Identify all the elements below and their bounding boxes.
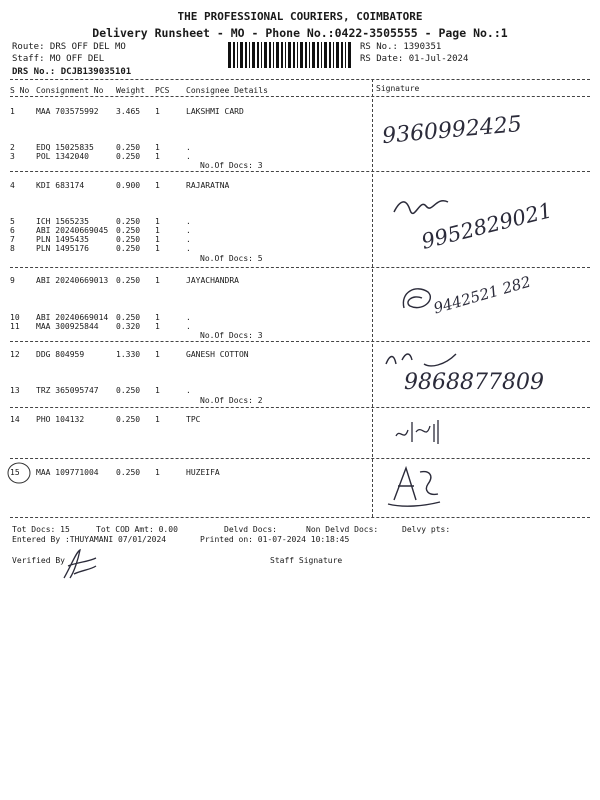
- group-doc-count: No.Of Docs: 2: [200, 396, 263, 405]
- row-details: .: [186, 322, 191, 331]
- rs-number: RS No.: 1390351: [360, 42, 442, 52]
- row-consignment: PLN 1495176: [36, 244, 89, 253]
- barcode-bar: [324, 42, 327, 68]
- row-details: JAYACHANDRA: [186, 276, 239, 285]
- total-cod-amount: Tot COD Amt: 0.00: [96, 525, 178, 534]
- row-details: .: [186, 143, 191, 152]
- row-weight: 0.250: [116, 386, 141, 395]
- row-sno: 10: [10, 313, 20, 322]
- handwritten-signature-15: [384, 460, 444, 510]
- row-consignment: POL 1342040: [36, 152, 89, 161]
- group-separator: [10, 458, 590, 459]
- row-details: .: [186, 313, 191, 322]
- barcode-bar: [237, 42, 238, 68]
- group-doc-count: No.Of Docs: 5: [200, 254, 263, 263]
- barcode-bar: [245, 42, 247, 68]
- row-sno: 12: [10, 350, 20, 359]
- row-pcs: 1: [155, 276, 160, 285]
- row-weight: 0.250: [116, 217, 141, 226]
- barcode-bar: [257, 42, 259, 68]
- row-details: GANESH COTTON: [186, 350, 249, 359]
- row-consignment: EDQ 15025835: [36, 143, 94, 152]
- staff-signature-label: Staff Signature: [270, 556, 343, 565]
- row-consignment: DDG 804959: [36, 350, 85, 359]
- barcode-bar: [240, 42, 243, 68]
- row-weight: 0.250: [116, 276, 141, 285]
- col-header-consignment: Consignment No: [36, 86, 104, 95]
- row-details: LAKSHMI CARD: [186, 107, 244, 116]
- row-weight: 0.250: [116, 244, 141, 253]
- route-label: Route: DRS OFF DEL MO: [12, 42, 126, 52]
- barcode-bar: [348, 42, 351, 68]
- row-pcs: 1: [155, 235, 160, 244]
- row-details: .: [186, 217, 191, 226]
- total-docs: Tot Docs: 15: [12, 525, 70, 534]
- row-weight: 1.330: [116, 350, 141, 359]
- company-title: THE PROFESSIONAL COURIERS, COIMBATORE: [177, 10, 423, 23]
- barcode-bar: [273, 42, 274, 68]
- col-header-details: Consignee Details: [186, 86, 268, 95]
- barcode-bar: [269, 42, 271, 68]
- barcode-bar: [249, 42, 250, 68]
- col-header-weight: Weight: [116, 86, 145, 95]
- row-consignment: ICH 1565235: [36, 217, 89, 226]
- row-weight: 0.250: [116, 235, 141, 244]
- handwritten-scribble-4: [384, 346, 464, 372]
- row-sno: 15: [10, 468, 20, 477]
- row-weight: 0.250: [116, 468, 141, 477]
- group-separator: [10, 341, 590, 342]
- handwritten-phone-4: 9868877809: [404, 370, 544, 395]
- handwritten-phone-3: 9442521 282: [431, 272, 533, 318]
- verifier-signature: [60, 548, 100, 582]
- row-consignment: PLN 1495435: [36, 235, 89, 244]
- row-consignment: TRZ 365095747: [36, 386, 99, 395]
- handwritten-scribble-2: [392, 190, 452, 220]
- barcode-bar: [233, 42, 235, 68]
- group-separator: [10, 267, 590, 268]
- row-sno: 13: [10, 386, 20, 395]
- barcode-bar: [293, 42, 295, 68]
- handwritten-scribble-3: [398, 280, 438, 316]
- row-consignment: MAA 300925844: [36, 322, 99, 331]
- barcode-bar: [345, 42, 346, 68]
- drs-number: DRS No.: DCJB139035101: [12, 67, 132, 77]
- row-weight: 0.250: [116, 415, 141, 424]
- row-consignment: MAA 703575992: [36, 107, 99, 116]
- row-weight: 0.250: [116, 313, 141, 322]
- handwritten-phone-2: 9952829021: [419, 198, 555, 254]
- barcode-bar: [300, 42, 303, 68]
- delivered-docs: Delvd Docs:: [224, 525, 277, 534]
- row-pcs: 1: [155, 468, 160, 477]
- row-sno: 6: [10, 226, 15, 235]
- row-consignment: ABI 20240669013: [36, 276, 109, 285]
- row-weight: 0.250: [116, 143, 141, 152]
- row-details: .: [186, 244, 191, 253]
- hand-circle-mark: [4, 458, 34, 488]
- row-sno: 7: [10, 235, 15, 244]
- row-pcs: 1: [155, 244, 160, 253]
- barcode-bar: [341, 42, 343, 68]
- barcode-bar: [309, 42, 310, 68]
- verified-by: Verified By: [12, 556, 65, 565]
- staff-label: Staff: MO OFF DEL: [12, 54, 105, 64]
- row-sno: 8: [10, 244, 15, 253]
- signature-column-divider: [372, 79, 373, 517]
- printed-on: Printed on: 01-07-2024 10:18:45: [200, 535, 350, 544]
- row-pcs: 1: [155, 415, 160, 424]
- row-pcs: 1: [155, 386, 160, 395]
- delivery-points: Delvy pts:: [402, 525, 451, 534]
- row-details: .: [186, 386, 191, 395]
- group-doc-count: No.Of Docs: 3: [200, 331, 263, 340]
- barcode-bar: [281, 42, 283, 68]
- row-sno: 4: [10, 181, 15, 190]
- row-details: HUZEIFA: [186, 468, 220, 477]
- barcode-bar: [228, 42, 231, 68]
- row-sno: 11: [10, 322, 20, 331]
- row-details: .: [186, 235, 191, 244]
- group-doc-count: No.Of Docs: 3: [200, 161, 263, 170]
- row-consignment: MAA 109771004: [36, 468, 99, 477]
- row-pcs: 1: [155, 322, 160, 331]
- handwritten-signature-14: [392, 414, 444, 448]
- barcode-bar: [317, 42, 319, 68]
- barcode-bar: [297, 42, 298, 68]
- group-separator: [10, 171, 590, 172]
- row-sno: 1: [10, 107, 15, 116]
- table-top-rule: [10, 79, 590, 80]
- row-consignment: PHO 104132: [36, 415, 85, 424]
- row-pcs: 1: [155, 350, 160, 359]
- row-sno: 3: [10, 152, 15, 161]
- row-sno: 14: [10, 415, 20, 424]
- barcode-bar: [285, 42, 286, 68]
- barcode-bar: [264, 42, 267, 68]
- row-weight: 3.465: [116, 107, 141, 116]
- row-details: .: [186, 152, 191, 161]
- row-details: .: [186, 226, 191, 235]
- entered-by: Entered By :THUYAMANI 07/01/2024: [12, 535, 167, 544]
- rs-date: RS Date: 01-Jul-2024: [360, 54, 469, 64]
- table-header-rule: [10, 96, 590, 97]
- barcode-bar: [336, 42, 339, 68]
- row-details: RAJARATNA: [186, 181, 230, 190]
- row-pcs: 1: [155, 181, 160, 190]
- barcode-bar: [305, 42, 307, 68]
- barcode-bar: [321, 42, 322, 68]
- barcode-bar: [288, 42, 291, 68]
- handwritten-phone-1: 9360992425: [381, 111, 523, 150]
- row-pcs: 1: [155, 313, 160, 322]
- row-pcs: 1: [155, 152, 160, 161]
- barcode: [228, 42, 354, 68]
- row-details: TPC: [186, 415, 201, 424]
- barcode-bar: [312, 42, 315, 68]
- row-pcs: 1: [155, 226, 160, 235]
- row-weight: 0.250: [116, 152, 141, 161]
- runsheet-subtitle: Delivery Runsheet - MO - Phone No.:0422-3505555 - Page No.:1: [92, 26, 508, 40]
- row-consignment: ABI 20240669014: [36, 313, 109, 322]
- row-weight: 0.320: [116, 322, 141, 331]
- barcode-bar: [252, 42, 255, 68]
- col-header-sno: S No: [10, 86, 30, 95]
- barcode-bar: [333, 42, 334, 68]
- row-pcs: 1: [155, 217, 160, 226]
- col-header-pcs: PCS: [155, 86, 170, 95]
- non-delivered-docs: Non Delvd Docs:: [306, 525, 379, 534]
- row-sno: 5: [10, 217, 15, 226]
- col-header-signature: Signature: [376, 84, 420, 93]
- barcode-bar: [329, 42, 331, 68]
- table-bottom-rule: [10, 517, 590, 518]
- barcode-bar: [276, 42, 279, 68]
- row-consignment: KDI 683174: [36, 181, 85, 190]
- row-weight: 0.900: [116, 181, 141, 190]
- row-sno: 2: [10, 143, 15, 152]
- row-pcs: 1: [155, 143, 160, 152]
- row-sno: 9: [10, 276, 15, 285]
- barcode-bar: [261, 42, 262, 68]
- group-separator: [10, 407, 590, 408]
- row-consignment: ABI 20240669045: [36, 226, 109, 235]
- row-pcs: 1: [155, 107, 160, 116]
- row-weight: 0.250: [116, 226, 141, 235]
